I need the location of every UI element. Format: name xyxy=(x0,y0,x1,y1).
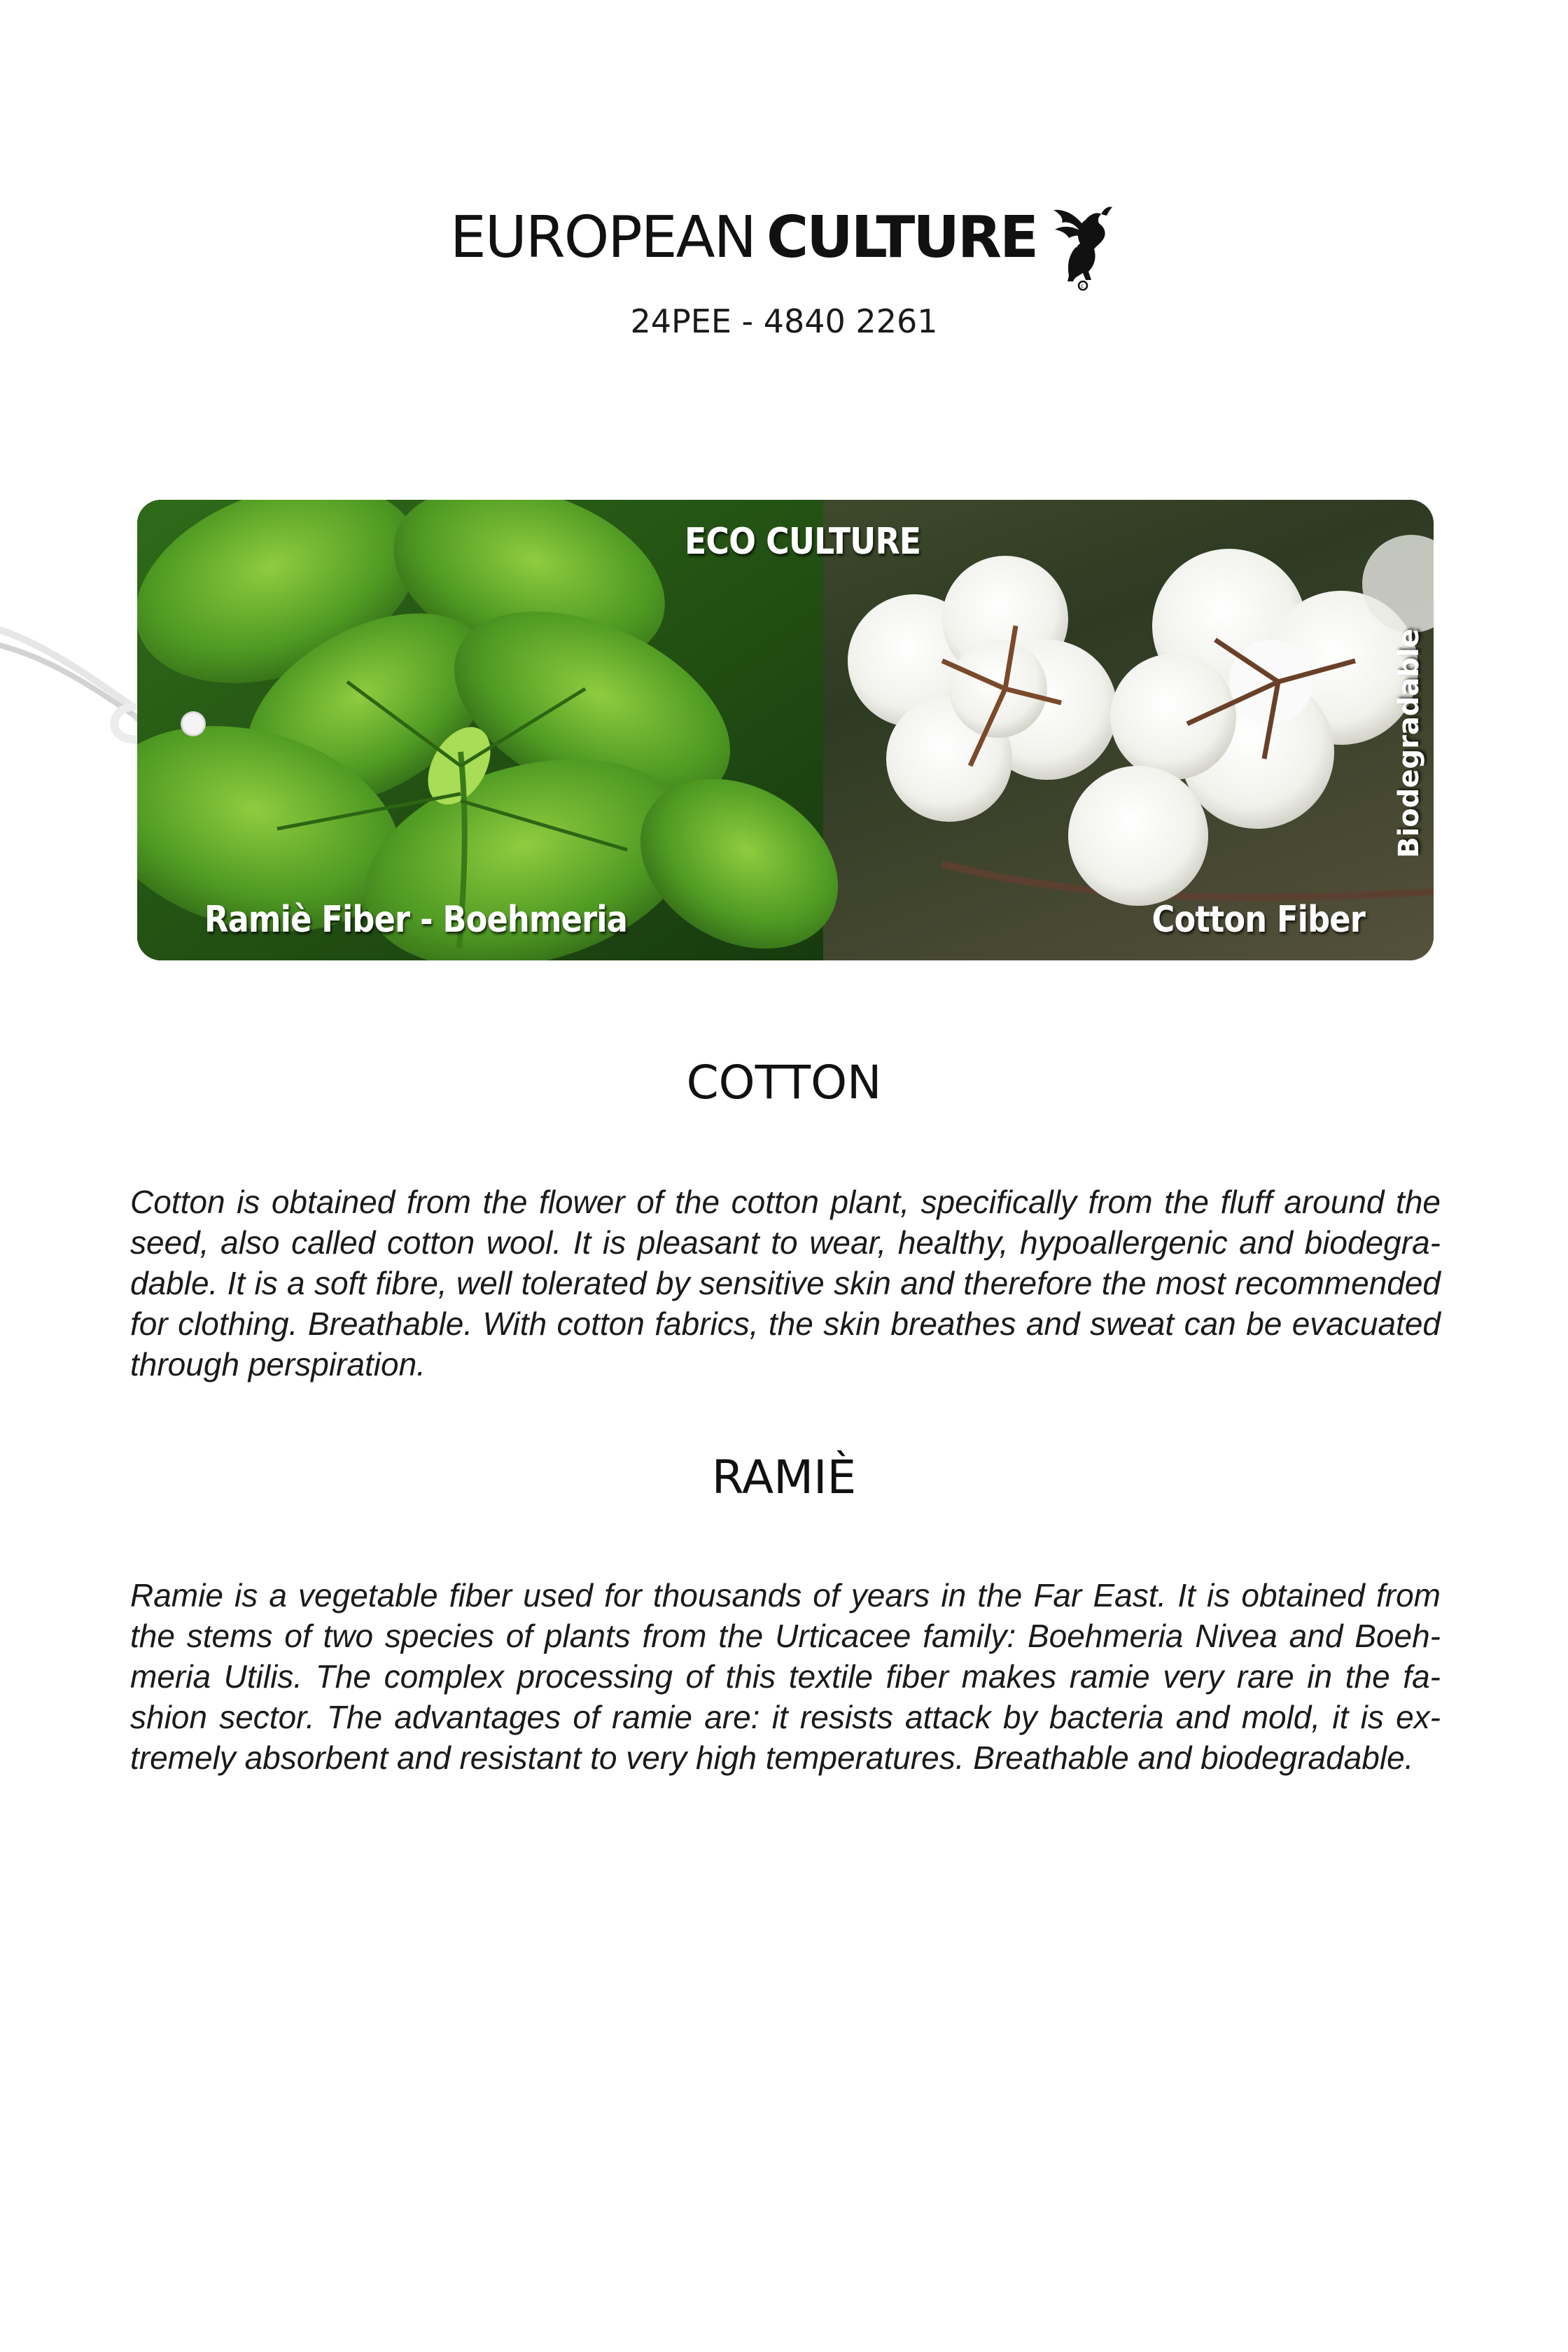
tag-right-label: Cotton Fiber xyxy=(1152,899,1365,941)
section-body-ramie: Ramie is a vegetable fiber used for thousands of years in the Far East. It is obtained from the stems of two species of plants from the Urticacee family: Boehmeria Nivea and Boehmeria Utilis. The complex processing of this textile fiber makes ramie very rare in the fashion sector. The advantages of ramie are: it resists attack by bacteria and mold, it is extremely absorbent and resistant to very high temperatures. Breathable and biodegradable. xyxy=(130,1577,1441,1776)
section-title-ramie: RAMIÈ xyxy=(711,1450,857,1504)
brand-logo xyxy=(450,189,1118,287)
svg-text:c: c xyxy=(1081,283,1084,289)
brand-name-bold: CULTURE xyxy=(766,204,1037,271)
hang-tag xyxy=(137,500,1434,960)
tag-punch-hole xyxy=(181,711,206,736)
brand-header xyxy=(0,189,1568,287)
winged-horse-logo-icon xyxy=(1048,193,1118,291)
product-code: 24PEE - 4840 2261 xyxy=(630,302,938,340)
tag-vertical-label: Biodegradable xyxy=(1393,629,1425,858)
brand-name-light: EUROPEAN xyxy=(449,204,755,271)
tag-left-label: Ramiè Fiber - Boehmeria xyxy=(204,899,628,941)
section-title-cotton: COTTON xyxy=(686,1056,882,1110)
tag-title: ECO CULTURE xyxy=(685,521,921,563)
tag-artwork xyxy=(137,500,1434,960)
section-body-cotton: Cotton is obtained from the flower of the cotton plant, specifically from the fluff around the seed, also called cotton wool. It is pleasant to wear, healthy, hypoallergenic and biodegradable. It is a soft fibre, well tolerated by sensitive skin and therefore the most recommended for clothing. Breathable. With cotton fabrics, the skin breathes and sweat can be evacuated through perspiration. xyxy=(130,1184,1441,1382)
